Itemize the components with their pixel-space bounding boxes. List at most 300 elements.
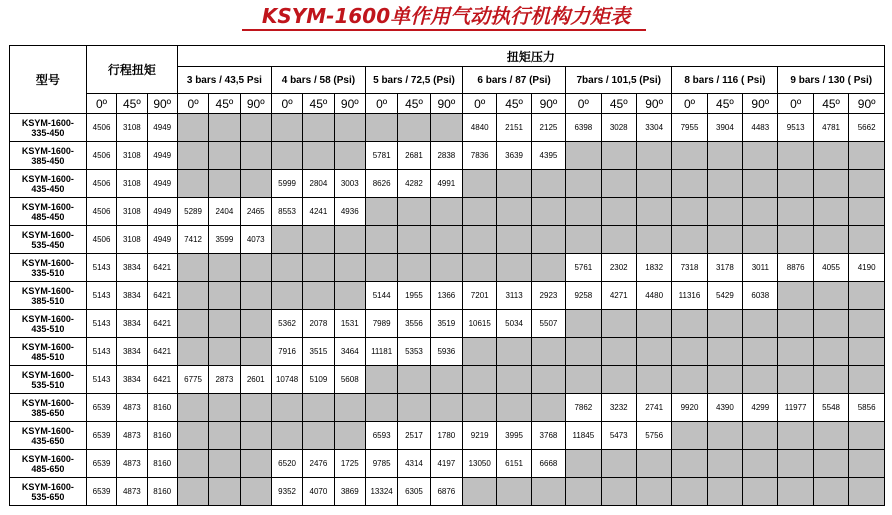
model-cell: KSYM-1600- 435-650 <box>10 422 87 450</box>
empty-cell <box>240 254 271 282</box>
value-cell: 10748 <box>271 366 302 394</box>
value-cell: 3003 <box>334 170 365 198</box>
empty-cell <box>497 170 531 198</box>
model-cell: KSYM-1600- 385-650 <box>10 394 87 422</box>
value-cell: 3519 <box>430 310 462 338</box>
value-cell: 4781 <box>813 114 848 142</box>
value-cell: 9219 <box>463 422 497 450</box>
model-cell: KSYM-1600- 535-510 <box>10 366 87 394</box>
empty-cell <box>672 198 707 226</box>
empty-cell <box>398 114 430 142</box>
empty-cell <box>743 310 778 338</box>
value-cell: 3515 <box>303 338 334 366</box>
empty-cell <box>240 338 271 366</box>
value-cell: 6539 <box>86 478 116 506</box>
model-cell: KSYM-1600- 485-510 <box>10 338 87 366</box>
empty-cell <box>334 282 365 310</box>
empty-cell <box>334 422 365 450</box>
value-cell: 2476 <box>303 450 334 478</box>
empty-cell <box>566 338 601 366</box>
empty-cell <box>849 450 885 478</box>
empty-cell <box>209 282 240 310</box>
value-cell: 2125 <box>531 114 565 142</box>
value-cell: 6421 <box>147 310 177 338</box>
pressure-header: 4 bars / 58 (Psi) <box>271 67 365 94</box>
empty-cell <box>672 478 707 506</box>
empty-cell <box>849 226 885 254</box>
empty-cell <box>707 226 742 254</box>
value-cell: 5034 <box>497 310 531 338</box>
table-row <box>10 450 885 478</box>
value-cell: 9352 <box>271 478 302 506</box>
empty-cell <box>778 226 813 254</box>
value-cell: 6038 <box>743 282 778 310</box>
value-cell: 3232 <box>601 394 636 422</box>
empty-cell <box>365 226 397 254</box>
angle-header: 0º <box>271 94 302 114</box>
empty-cell <box>463 394 497 422</box>
value-cell: 3834 <box>117 310 147 338</box>
empty-cell <box>566 142 601 170</box>
value-cell: 4271 <box>601 282 636 310</box>
empty-cell <box>240 394 271 422</box>
value-cell: 4390 <box>707 394 742 422</box>
empty-cell <box>778 282 813 310</box>
empty-cell <box>672 310 707 338</box>
value-cell: 5756 <box>636 422 671 450</box>
value-cell: 4055 <box>813 254 848 282</box>
value-cell: 11977 <box>778 394 813 422</box>
value-cell: 4241 <box>303 198 334 226</box>
value-cell: 8160 <box>147 478 177 506</box>
model-cell: KSYM-1600- 535-450 <box>10 226 87 254</box>
value-cell: 2404 <box>209 198 240 226</box>
empty-cell <box>398 198 430 226</box>
empty-cell <box>636 310 671 338</box>
empty-cell <box>566 198 601 226</box>
table-row <box>10 422 885 450</box>
angle-header: 0º <box>566 94 601 114</box>
empty-cell <box>778 366 813 394</box>
empty-cell <box>531 366 565 394</box>
empty-cell <box>497 226 531 254</box>
empty-cell <box>707 170 742 198</box>
value-cell: 4873 <box>117 422 147 450</box>
pressure-header: 3 bars / 43,5 Psi <box>177 67 271 94</box>
empty-cell <box>566 226 601 254</box>
empty-cell <box>209 310 240 338</box>
value-cell: 4506 <box>86 170 116 198</box>
value-cell: 8160 <box>147 422 177 450</box>
value-cell: 6539 <box>86 422 116 450</box>
value-cell: 2804 <box>303 170 334 198</box>
value-cell: 6398 <box>566 114 601 142</box>
angle-header: 45º <box>209 94 240 114</box>
value-cell: 5289 <box>177 198 208 226</box>
value-cell: 3834 <box>117 338 147 366</box>
empty-cell <box>271 282 302 310</box>
value-cell: 4949 <box>147 170 177 198</box>
value-cell: 6775 <box>177 366 208 394</box>
empty-cell <box>672 338 707 366</box>
empty-cell <box>813 338 848 366</box>
empty-cell <box>177 254 208 282</box>
empty-cell <box>177 450 208 478</box>
empty-cell <box>743 142 778 170</box>
model-cell: KSYM-1600- 435-510 <box>10 310 87 338</box>
value-cell: 7955 <box>672 114 707 142</box>
value-cell: 7916 <box>271 338 302 366</box>
value-cell: 9258 <box>566 282 601 310</box>
empty-cell <box>531 226 565 254</box>
value-cell: 2078 <box>303 310 334 338</box>
empty-cell <box>430 226 462 254</box>
value-cell: 6151 <box>497 450 531 478</box>
value-cell: 5429 <box>707 282 742 310</box>
empty-cell <box>601 478 636 506</box>
value-cell: 6421 <box>147 282 177 310</box>
empty-cell <box>271 422 302 450</box>
empty-cell <box>365 366 397 394</box>
value-cell: 3768 <box>531 422 565 450</box>
angle-header: 90º <box>531 94 565 114</box>
value-cell: 7862 <box>566 394 601 422</box>
empty-cell <box>636 142 671 170</box>
empty-cell <box>497 394 531 422</box>
value-cell: 3304 <box>636 114 671 142</box>
empty-cell <box>813 450 848 478</box>
empty-cell <box>849 170 885 198</box>
empty-cell <box>778 142 813 170</box>
value-cell: 5143 <box>86 338 116 366</box>
empty-cell <box>271 394 302 422</box>
value-cell: 3464 <box>334 338 365 366</box>
value-cell: 2151 <box>497 114 531 142</box>
empty-cell <box>707 338 742 366</box>
value-cell: 5362 <box>271 310 302 338</box>
angle-header: 90º <box>849 94 885 114</box>
value-cell: 4840 <box>463 114 497 142</box>
table-row <box>10 282 885 310</box>
pressure-header: 7bars / 101,5 (Psi) <box>566 67 672 94</box>
value-cell: 3178 <box>707 254 742 282</box>
empty-cell <box>209 114 240 142</box>
value-cell: 2741 <box>636 394 671 422</box>
pressure-header: 9 bars / 130 ( Psi) <box>778 67 885 94</box>
value-cell: 6305 <box>398 478 430 506</box>
empty-cell <box>303 226 334 254</box>
value-cell: 3995 <box>497 422 531 450</box>
value-cell: 4073 <box>240 226 271 254</box>
value-cell: 5856 <box>849 394 885 422</box>
empty-cell <box>601 338 636 366</box>
empty-cell <box>566 450 601 478</box>
empty-cell <box>849 142 885 170</box>
value-cell: 3556 <box>398 310 430 338</box>
value-cell: 5781 <box>365 142 397 170</box>
empty-cell <box>707 310 742 338</box>
value-cell: 6539 <box>86 394 116 422</box>
pressure-header: 6 bars / 87 (Psi) <box>463 67 566 94</box>
value-cell: 1832 <box>636 254 671 282</box>
angle-header: 45º <box>497 94 531 114</box>
value-cell: 4314 <box>398 450 430 478</box>
empty-cell <box>813 478 848 506</box>
value-cell: 4873 <box>117 394 147 422</box>
empty-cell <box>177 422 208 450</box>
value-cell: 8876 <box>778 254 813 282</box>
empty-cell <box>707 478 742 506</box>
empty-cell <box>636 366 671 394</box>
value-cell: 4873 <box>117 450 147 478</box>
empty-cell <box>271 226 302 254</box>
empty-cell <box>636 450 671 478</box>
empty-cell <box>778 450 813 478</box>
empty-cell <box>303 282 334 310</box>
empty-cell <box>177 114 208 142</box>
empty-cell <box>177 478 208 506</box>
empty-cell <box>743 366 778 394</box>
table-row <box>10 114 885 142</box>
value-cell: 5473 <box>601 422 636 450</box>
value-cell: 11181 <box>365 338 397 366</box>
table-row <box>10 366 885 394</box>
empty-cell <box>813 366 848 394</box>
model-cell: KSYM-1600- 485-650 <box>10 450 87 478</box>
pressure-header: 8 bars / 116 ( Psi) <box>672 67 778 94</box>
empty-cell <box>813 170 848 198</box>
empty-cell <box>365 254 397 282</box>
empty-cell <box>566 366 601 394</box>
value-cell: 4282 <box>398 170 430 198</box>
empty-cell <box>531 478 565 506</box>
value-cell: 6421 <box>147 254 177 282</box>
value-cell: 13324 <box>365 478 397 506</box>
value-cell: 3108 <box>117 198 147 226</box>
empty-cell <box>743 198 778 226</box>
empty-cell <box>778 310 813 338</box>
empty-cell <box>463 226 497 254</box>
value-cell: 4395 <box>531 142 565 170</box>
empty-cell <box>430 198 462 226</box>
table-row <box>10 394 885 422</box>
value-cell: 4506 <box>86 226 116 254</box>
value-cell: 3834 <box>117 366 147 394</box>
value-cell: 7318 <box>672 254 707 282</box>
angle-header: 90º <box>430 94 462 114</box>
value-cell: 5936 <box>430 338 462 366</box>
value-cell: 2681 <box>398 142 430 170</box>
empty-cell <box>240 114 271 142</box>
empty-cell <box>303 114 334 142</box>
empty-cell <box>707 450 742 478</box>
model-cell: KSYM-1600- 485-450 <box>10 198 87 226</box>
table-body <box>10 114 885 506</box>
value-cell: 3108 <box>117 170 147 198</box>
value-cell: 9920 <box>672 394 707 422</box>
empty-cell <box>209 170 240 198</box>
empty-cell <box>778 338 813 366</box>
angle-header: 0º <box>86 94 116 114</box>
value-cell: 2601 <box>240 366 271 394</box>
table-row <box>10 198 885 226</box>
value-cell: 4197 <box>430 450 462 478</box>
empty-cell <box>398 254 430 282</box>
value-cell: 13050 <box>463 450 497 478</box>
value-cell: 4936 <box>334 198 365 226</box>
page-title: KSYM-1600单作用气动执行机构力矩表 <box>261 4 631 28</box>
value-cell: 1955 <box>398 282 430 310</box>
model-cell: KSYM-1600- 535-650 <box>10 478 87 506</box>
angle-header: 90º <box>240 94 271 114</box>
empty-cell <box>209 422 240 450</box>
empty-cell <box>398 226 430 254</box>
angle-header: 0º <box>778 94 813 114</box>
empty-cell <box>303 254 334 282</box>
empty-cell <box>365 198 397 226</box>
model-cell: KSYM-1600- 335-450 <box>10 114 87 142</box>
model-cell: KSYM-1600- 385-450 <box>10 142 87 170</box>
model-cell: KSYM-1600- 385-510 <box>10 282 87 310</box>
table-row <box>10 338 885 366</box>
empty-cell <box>209 142 240 170</box>
empty-cell <box>365 394 397 422</box>
empty-cell <box>240 478 271 506</box>
value-cell: 1780 <box>430 422 462 450</box>
empty-cell <box>430 366 462 394</box>
value-cell: 10615 <box>463 310 497 338</box>
value-cell: 5608 <box>334 366 365 394</box>
value-cell: 4949 <box>147 114 177 142</box>
value-cell: 1366 <box>430 282 462 310</box>
value-cell: 2517 <box>398 422 430 450</box>
value-cell: 7201 <box>463 282 497 310</box>
empty-cell <box>271 254 302 282</box>
empty-cell <box>566 478 601 506</box>
empty-cell <box>778 198 813 226</box>
empty-cell <box>271 114 302 142</box>
value-cell: 4949 <box>147 142 177 170</box>
value-cell: 2838 <box>430 142 462 170</box>
empty-cell <box>398 366 430 394</box>
empty-cell <box>743 422 778 450</box>
value-cell: 1531 <box>334 310 365 338</box>
value-cell: 6421 <box>147 338 177 366</box>
value-cell: 3904 <box>707 114 742 142</box>
value-cell: 3011 <box>743 254 778 282</box>
table-row <box>10 226 885 254</box>
empty-cell <box>209 338 240 366</box>
empty-cell <box>566 170 601 198</box>
empty-cell <box>849 366 885 394</box>
table-row <box>10 254 885 282</box>
empty-cell <box>240 282 271 310</box>
empty-cell <box>177 170 208 198</box>
empty-cell <box>707 366 742 394</box>
empty-cell <box>849 310 885 338</box>
value-cell: 4480 <box>636 282 671 310</box>
empty-cell <box>813 198 848 226</box>
value-cell: 6520 <box>271 450 302 478</box>
value-cell: 4949 <box>147 226 177 254</box>
value-cell: 6539 <box>86 450 116 478</box>
value-cell: 3869 <box>334 478 365 506</box>
angle-header: 45º <box>303 94 334 114</box>
value-cell: 9785 <box>365 450 397 478</box>
empty-cell <box>672 142 707 170</box>
angle-header: 90º <box>636 94 671 114</box>
value-cell: 5548 <box>813 394 848 422</box>
empty-cell <box>497 338 531 366</box>
empty-cell <box>334 394 365 422</box>
empty-cell <box>463 254 497 282</box>
empty-cell <box>497 198 531 226</box>
value-cell: 3113 <box>497 282 531 310</box>
angle-header: 0º <box>177 94 208 114</box>
empty-cell <box>566 310 601 338</box>
value-cell: 11316 <box>672 282 707 310</box>
empty-cell <box>636 198 671 226</box>
empty-cell <box>672 366 707 394</box>
empty-cell <box>813 310 848 338</box>
empty-cell <box>531 254 565 282</box>
empty-cell <box>240 450 271 478</box>
empty-cell <box>636 338 671 366</box>
empty-cell <box>240 422 271 450</box>
empty-cell <box>334 114 365 142</box>
empty-cell <box>813 142 848 170</box>
empty-cell <box>743 170 778 198</box>
table-row <box>10 170 885 198</box>
angle-header: 45º <box>601 94 636 114</box>
value-cell: 4506 <box>86 198 116 226</box>
value-cell: 7836 <box>463 142 497 170</box>
empty-cell <box>601 198 636 226</box>
pressure-header: 5 bars / 72,5 (Psi) <box>365 67 462 94</box>
value-cell: 6421 <box>147 366 177 394</box>
empty-cell <box>849 198 885 226</box>
empty-cell <box>303 422 334 450</box>
angle-header: 0º <box>365 94 397 114</box>
value-cell: 4299 <box>743 394 778 422</box>
empty-cell <box>177 142 208 170</box>
empty-cell <box>177 338 208 366</box>
empty-cell <box>531 170 565 198</box>
empty-cell <box>601 450 636 478</box>
empty-cell <box>240 310 271 338</box>
angle-header: 90º <box>334 94 365 114</box>
value-cell: 5761 <box>566 254 601 282</box>
value-cell: 5143 <box>86 366 116 394</box>
empty-cell <box>813 226 848 254</box>
value-cell: 11845 <box>566 422 601 450</box>
torque-pressure-header: 扭矩压力 <box>177 46 884 67</box>
value-cell: 2923 <box>531 282 565 310</box>
value-cell: 3834 <box>117 254 147 282</box>
empty-cell <box>430 394 462 422</box>
empty-cell <box>707 422 742 450</box>
angle-header: 0º <box>463 94 497 114</box>
model-cell: KSYM-1600- 335-510 <box>10 254 87 282</box>
empty-cell <box>601 142 636 170</box>
value-cell: 2873 <box>209 366 240 394</box>
value-cell: 5143 <box>86 282 116 310</box>
empty-cell <box>398 394 430 422</box>
empty-cell <box>601 366 636 394</box>
empty-cell <box>849 338 885 366</box>
empty-cell <box>430 114 462 142</box>
angle-header: 45º <box>707 94 742 114</box>
